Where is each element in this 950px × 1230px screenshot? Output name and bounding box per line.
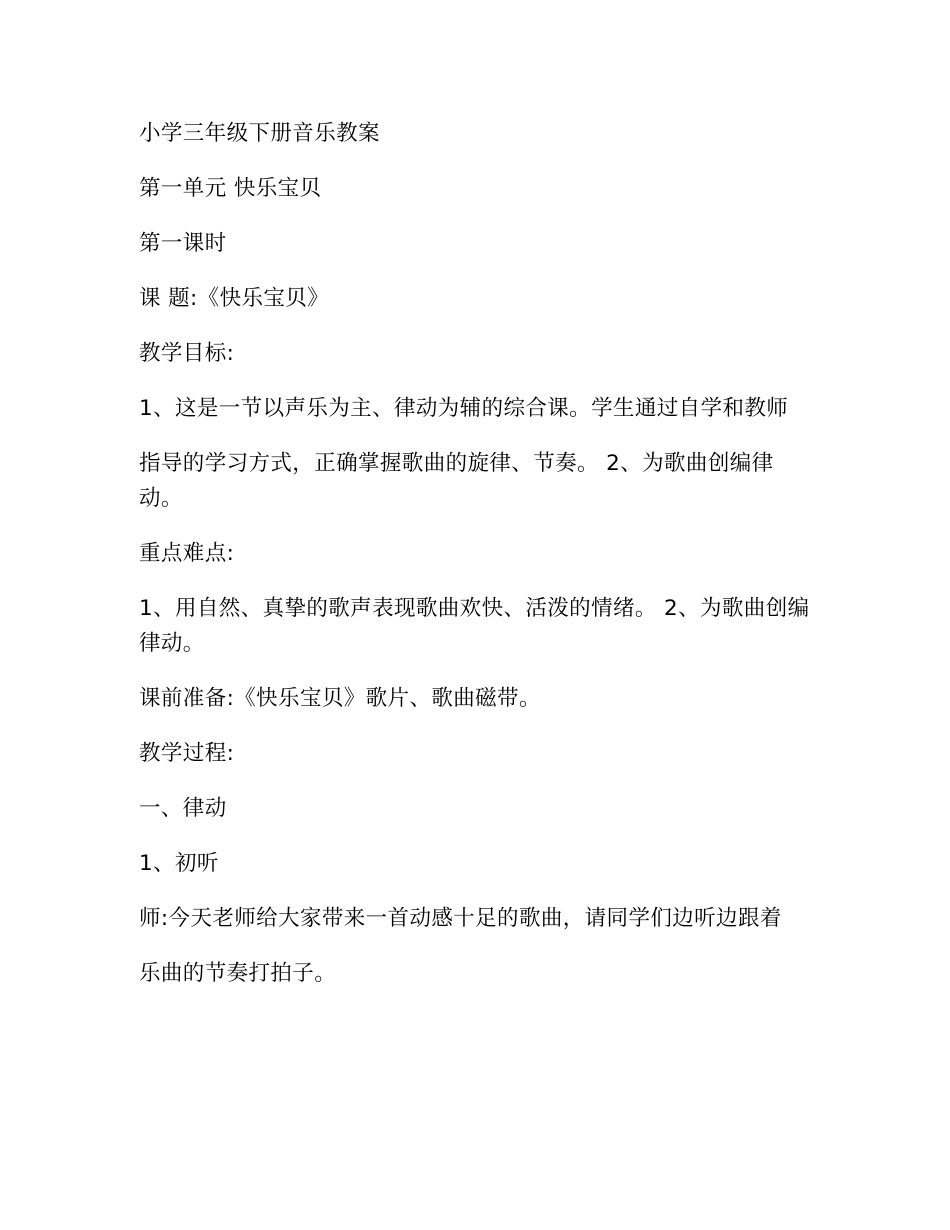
lesson-topic: 课 题:《快乐宝贝》 xyxy=(139,286,330,311)
lesson-period: 第一课时 xyxy=(139,231,227,256)
step-first-listen: 1、初听 xyxy=(139,851,219,876)
objectives-heading: 教学目标: xyxy=(139,341,235,366)
key-points-paragraph: 1、用自然、真挚的歌声表现歌曲欢快、活泼的情绪。 2、为歌曲创编律动。 xyxy=(139,596,810,656)
key-points-heading: 重点难点: xyxy=(139,541,235,566)
teacher-speech-paragraph: 师:今天老师给大家带来一首动感十足的歌曲，请同学们边听边跟着 xyxy=(139,906,782,931)
document-body xyxy=(139,116,811,1011)
teacher-speech-continuation: 乐曲的节奏打拍子。 xyxy=(139,961,337,986)
preparation-paragraph: 课前准备:《快乐宝贝》歌片、歌曲磁带。 xyxy=(139,686,541,711)
objective-paragraph-1: 1、这是一节以声乐为主、律动为辅的综合课。学生通过自学和教师 xyxy=(139,396,789,421)
document-title: 小学三年级下册音乐教案 xyxy=(139,121,380,146)
unit-heading: 第一单元 快乐宝贝 xyxy=(139,176,322,201)
section-heading-rhythm: 一、律动 xyxy=(139,796,227,821)
objective-paragraph-2: 指导的学习方式，正确掌握歌曲的旋律、节奏。 2、为歌曲创编律动。 xyxy=(139,451,774,511)
process-heading: 教学过程: xyxy=(139,741,235,766)
